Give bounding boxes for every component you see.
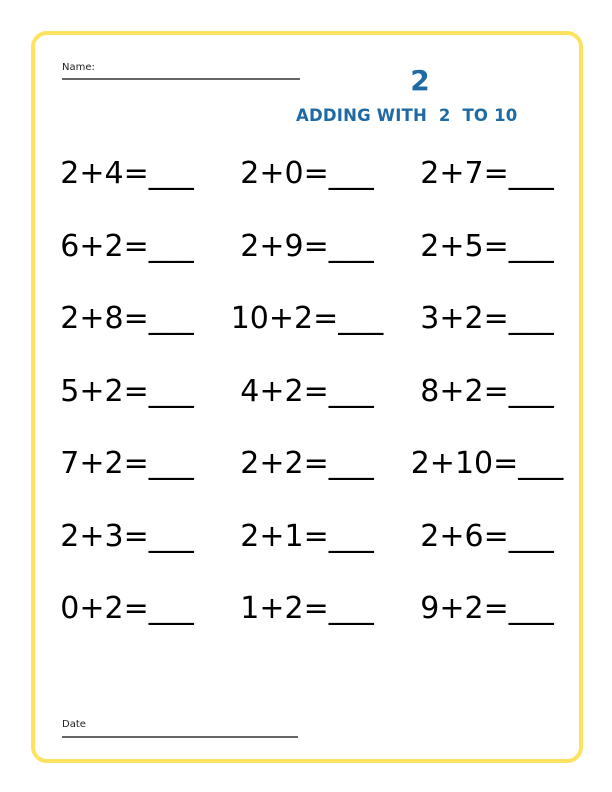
math-problem: 6+2=___: [60, 228, 194, 264]
math-problem: 7+2=___: [60, 446, 194, 481]
math-problem: 3+2=___: [420, 301, 554, 336]
math-problem: 9+2=___: [420, 591, 554, 626]
math-problem: 5+2=___: [60, 373, 194, 409]
math-problem: 2+6=___: [420, 518, 554, 554]
name-line: [62, 78, 300, 80]
math-problem: 2+1=___: [240, 518, 374, 554]
problem-grid: [37, 152, 577, 660]
math-problem: 4+2=___: [240, 373, 374, 409]
math-problem: 2+9=___: [240, 228, 374, 264]
date-line: [62, 736, 298, 738]
math-problem: 1+2=___: [240, 591, 374, 626]
math-problem: 0+2=___: [60, 591, 194, 626]
math-problem: 2+2=___: [240, 446, 374, 481]
worksheet-number: 2: [410, 64, 430, 97]
math-problem: 2+8=___: [60, 301, 194, 336]
math-problem: 2+0=___: [240, 156, 374, 191]
math-problem: 2+3=___: [60, 518, 194, 554]
date-label: Date: [62, 719, 86, 730]
math-problem: 8+2=___: [420, 373, 554, 409]
math-problem: 2+7=___: [420, 156, 554, 191]
math-problem: 2+5=___: [420, 228, 554, 264]
math-problem: 10+2=___: [230, 301, 384, 336]
math-problem: 2+4=___: [60, 156, 194, 191]
math-problem: 2+10=___: [410, 446, 564, 481]
name-label: Name:: [62, 62, 95, 73]
worksheet-title: ADDING WITH 2 TO 10: [296, 106, 518, 125]
